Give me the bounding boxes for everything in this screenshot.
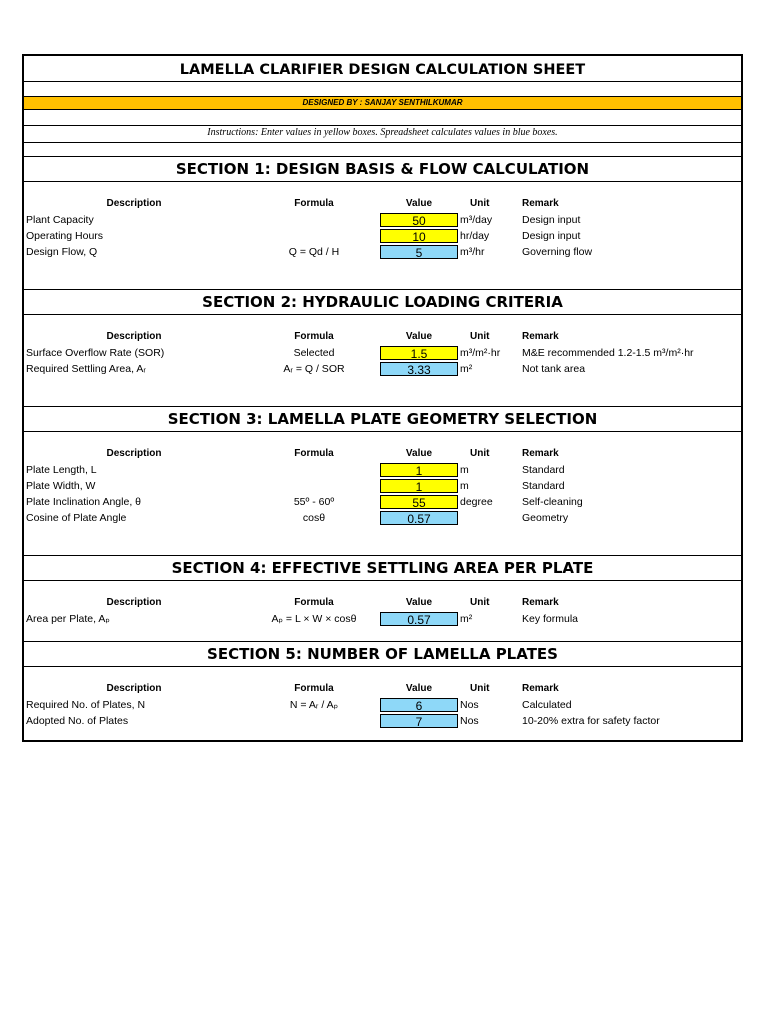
row-unit: hr/day <box>460 230 490 242</box>
header-formula: Formula <box>294 683 334 694</box>
row-unit: degree <box>460 496 493 508</box>
row-formula: Aᵣ = Q / SOR <box>283 363 345 375</box>
table-row <box>24 697 741 713</box>
row-unit: m³/m²·hr <box>460 347 501 359</box>
table-row <box>24 212 741 228</box>
calculated-value-cell[interactable]: 3.33 <box>380 362 458 376</box>
table-row <box>24 611 741 627</box>
section-5-title: SECTION 5: NUMBER OF LAMELLA PLATES <box>207 645 558 663</box>
section-3-header <box>24 446 741 462</box>
header-value: Value <box>405 683 433 694</box>
row-description: Design Flow, Q <box>26 246 98 258</box>
row-description: Surface Overflow Rate (SOR) <box>26 347 165 359</box>
row-description: Plate Inclination Angle, θ <box>26 496 141 508</box>
instructions-text: Instructions: Enter values in yellow boxes. Spreadsheet calculates values in blue boxes. <box>207 127 558 138</box>
header-value: Value <box>405 448 433 459</box>
table-row <box>24 462 741 478</box>
row-description: Required Settling Area, Aᵣ <box>26 363 146 375</box>
table-row <box>24 478 741 494</box>
row-description: Adopted No. of Plates <box>26 715 129 727</box>
row-formula: Aₚ = L × W × cosθ <box>271 613 357 625</box>
header-unit: Unit <box>470 683 490 694</box>
header-description: Description <box>106 198 162 209</box>
header-formula: Formula <box>294 448 334 459</box>
input-value-cell[interactable]: 10 <box>380 229 458 243</box>
row-remark: Standard <box>522 480 565 492</box>
divider <box>24 81 741 82</box>
row-description: Operating Hours <box>26 230 104 242</box>
row-description: Plate Length, L <box>26 464 97 476</box>
header-remark: Remark <box>522 198 559 209</box>
table-row <box>24 494 741 510</box>
header-formula: Formula <box>294 198 334 209</box>
table-row <box>24 510 741 526</box>
row-unit: m <box>460 480 469 492</box>
table-row <box>24 228 741 244</box>
divider <box>24 580 741 581</box>
header-unit: Unit <box>470 198 490 209</box>
row-description: Required No. of Plates, N <box>26 699 146 711</box>
row-remark: Governing flow <box>522 246 593 258</box>
header-remark: Remark <box>522 331 559 342</box>
row-remark: Calculated <box>522 699 572 711</box>
calculated-value-cell[interactable]: 0.57 <box>380 612 458 626</box>
header-value: Value <box>405 198 433 209</box>
row-formula: Q = Qd / H <box>288 246 340 258</box>
divider <box>24 314 741 315</box>
calculation-sheet <box>22 54 743 742</box>
row-formula: 55º - 60º <box>293 496 335 508</box>
row-remark: Design input <box>522 214 581 226</box>
header-formula: Formula <box>294 331 334 342</box>
row-description: Area per Plate, Aₚ <box>26 613 110 625</box>
row-remark: Key formula <box>522 613 579 625</box>
header-formula: Formula <box>294 597 334 608</box>
divider <box>24 431 741 432</box>
section-5-header <box>24 681 741 697</box>
section-4-header <box>24 595 741 611</box>
row-unit: m² <box>460 613 473 625</box>
header-unit: Unit <box>470 448 490 459</box>
row-remark: Self-cleaning <box>522 496 583 508</box>
header-remark: Remark <box>522 597 559 608</box>
header-remark: Remark <box>522 683 559 694</box>
header-unit: Unit <box>470 331 490 342</box>
section-2-title: SECTION 2: HYDRAULIC LOADING CRITERIA <box>202 293 563 311</box>
header-description: Description <box>106 448 162 459</box>
divider <box>24 142 741 143</box>
input-value-cell[interactable]: 55 <box>380 495 458 509</box>
section-1-header <box>24 196 741 212</box>
row-unit: m³/day <box>460 214 493 226</box>
header-value: Value <box>405 331 433 342</box>
input-value-cell[interactable]: 50 <box>380 213 458 227</box>
row-unit: m² <box>460 363 473 375</box>
header-description: Description <box>106 683 162 694</box>
section-3-title: SECTION 3: LAMELLA PLATE GEOMETRY SELECTION <box>167 410 598 428</box>
table-row <box>24 244 741 260</box>
row-description: Plant Capacity <box>26 214 94 226</box>
calculated-value-cell[interactable]: 0.57 <box>380 511 458 525</box>
row-remark: Standard <box>522 464 565 476</box>
section-2-header <box>24 329 741 345</box>
divider <box>24 181 741 182</box>
row-unit: m <box>460 464 469 476</box>
calculated-value-cell[interactable]: 7 <box>380 714 458 728</box>
row-unit: Nos <box>460 699 479 711</box>
header-description: Description <box>106 331 162 342</box>
calculated-value-cell[interactable]: 5 <box>380 245 458 259</box>
row-remark: Design input <box>522 230 581 242</box>
row-remark: 10-20% extra for safety factor <box>522 715 660 727</box>
row-description: Plate Width, W <box>26 480 96 492</box>
row-remark: M&E recommended 1.2-1.5 m³/m²·hr <box>522 347 694 359</box>
row-remark: Not tank area <box>522 363 586 375</box>
table-row <box>24 713 741 729</box>
sheet-title: LAMELLA CLARIFIER DESIGN CALCULATION SHEET <box>179 62 586 78</box>
row-description: Cosine of Plate Angle <box>26 512 127 524</box>
input-value-cell[interactable]: 1 <box>380 463 458 477</box>
section-4-title: SECTION 4: EFFECTIVE SETTLING AREA PER PLATE <box>171 559 594 577</box>
row-formula: N = Aᵣ / Aₚ <box>289 699 339 711</box>
header-value: Value <box>405 597 433 608</box>
header-description: Description <box>106 597 162 608</box>
row-formula: cosθ <box>302 512 326 524</box>
input-value-cell[interactable]: 1 <box>380 479 458 493</box>
row-unit: m³/hr <box>460 246 485 258</box>
designer-banner: DESIGNED BY : SANJAY SENTHILKUMAR <box>24 96 741 110</box>
calculated-value-cell[interactable]: 6 <box>380 698 458 712</box>
row-unit: Nos <box>460 715 479 727</box>
row-formula: Selected <box>293 347 335 359</box>
section-1-title: SECTION 1: DESIGN BASIS & FLOW CALCULATION <box>175 160 590 178</box>
table-row <box>24 361 741 377</box>
divider <box>24 666 741 667</box>
input-value-cell[interactable]: 1.5 <box>380 346 458 360</box>
header-unit: Unit <box>470 597 490 608</box>
header-remark: Remark <box>522 448 559 459</box>
row-remark: Geometry <box>522 512 569 524</box>
table-row <box>24 345 741 361</box>
